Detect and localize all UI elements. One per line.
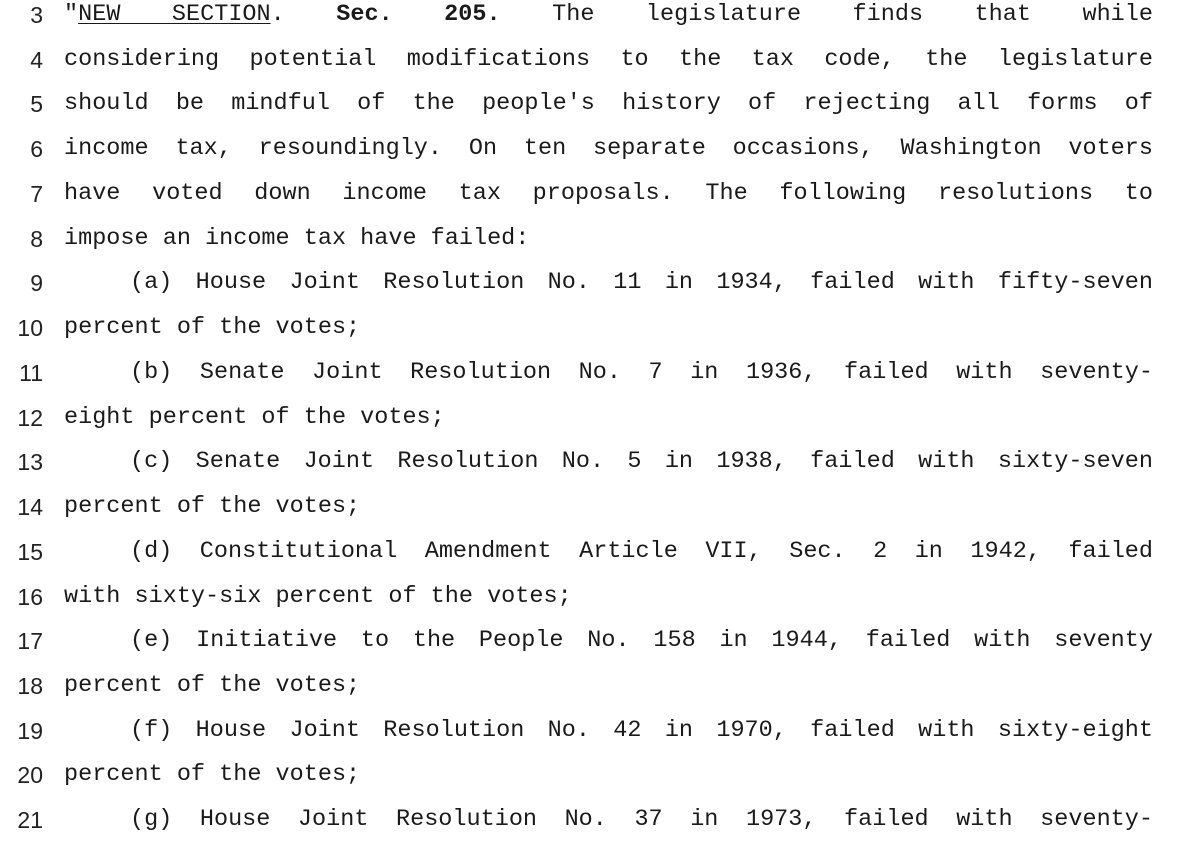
line-number: 3 [30, 2, 43, 28]
bill-line [0, 575, 1200, 619]
line-text: impose an income tax have failed: [64, 225, 530, 252]
line-number: 8 [30, 226, 43, 252]
opening-quote: " [64, 1, 79, 28]
line-text: income tax, resoundingly. On ten separate occasions, Washington voters [64, 135, 1153, 162]
line-text: (a) House Joint Resolution No. 11 in 1934, failed with fifty-seven [130, 269, 1153, 296]
line-number: 4 [30, 47, 43, 73]
line-number: 18 [17, 673, 43, 699]
bill-line [0, 396, 1200, 440]
line-number: 13 [17, 449, 43, 475]
line-text: (e) Initiative to the People No. 158 in 1944, failed with seventy [130, 627, 1153, 654]
line-number: 20 [17, 762, 43, 788]
line-text [64, 0, 1153, 37]
line-number: 10 [17, 315, 43, 341]
bill-line [0, 351, 1200, 395]
line-number: 19 [17, 718, 43, 744]
line-number: 15 [17, 539, 43, 565]
line-number: 9 [30, 270, 43, 296]
line-text: (c) Senate Joint Resolution No. 5 in 1938, failed with sixty-seven [130, 448, 1153, 475]
bill-line [0, 440, 1200, 484]
bill-line [0, 172, 1200, 216]
line-text: percent of the votes; [64, 314, 361, 341]
bill-line [0, 38, 1200, 82]
line-number: 14 [17, 494, 43, 520]
line-text: (b) Senate Joint Resolution No. 7 in 1936, failed with seventy- [130, 359, 1153, 386]
section-label: Sec. 205. [336, 1, 501, 28]
line-text: (g) House Joint Resolution No. 37 in 1973, failed with seventy- [130, 806, 1153, 833]
line-text: eight percent of the votes; [64, 404, 445, 431]
bill-line [0, 217, 1200, 261]
bill-line [0, 664, 1200, 708]
line-text: percent of the votes; [64, 493, 361, 520]
bill-line [0, 798, 1200, 842]
marker-period: . [270, 1, 285, 28]
line-number: 11 [19, 360, 43, 386]
line-number: 17 [17, 628, 43, 654]
bill-line [0, 306, 1200, 350]
bill-line [0, 485, 1200, 529]
bill-line [0, 0, 1200, 37]
line-text: percent of the votes; [64, 672, 361, 699]
line-text: (f) House Joint Resolution No. 42 in 1970, failed with sixty-eight [130, 717, 1153, 744]
bill-line [0, 82, 1200, 126]
line-number: 16 [17, 584, 43, 610]
line-number: 7 [30, 181, 43, 207]
line-text: (d) Constitutional Amendment Article VII, Sec. 2 in 1942, failed [130, 538, 1153, 565]
line-number: 21 [17, 807, 43, 833]
section-text: The legislature finds that while [552, 1, 1153, 28]
bill-line [0, 619, 1200, 663]
line-number: 5 [30, 91, 43, 117]
bill-line [0, 261, 1200, 305]
bill-line [0, 127, 1200, 171]
bill-line [0, 753, 1200, 797]
line-text: percent of the votes; [64, 761, 361, 788]
line-number: 12 [17, 405, 43, 431]
line-text: have voted down income tax proposals. The following resolutions to [64, 180, 1153, 207]
line-text: considering potential modifications to the tax code, the legislature [64, 46, 1153, 73]
bill-line [0, 709, 1200, 753]
new-section-marker: NEW SECTION [78, 1, 271, 28]
line-text: should be mindful of the people's history of rejecting all forms of [64, 90, 1153, 117]
line-text: with sixty-six percent of the votes; [64, 583, 572, 610]
bill-line [0, 530, 1200, 574]
line-number: 6 [30, 136, 43, 162]
